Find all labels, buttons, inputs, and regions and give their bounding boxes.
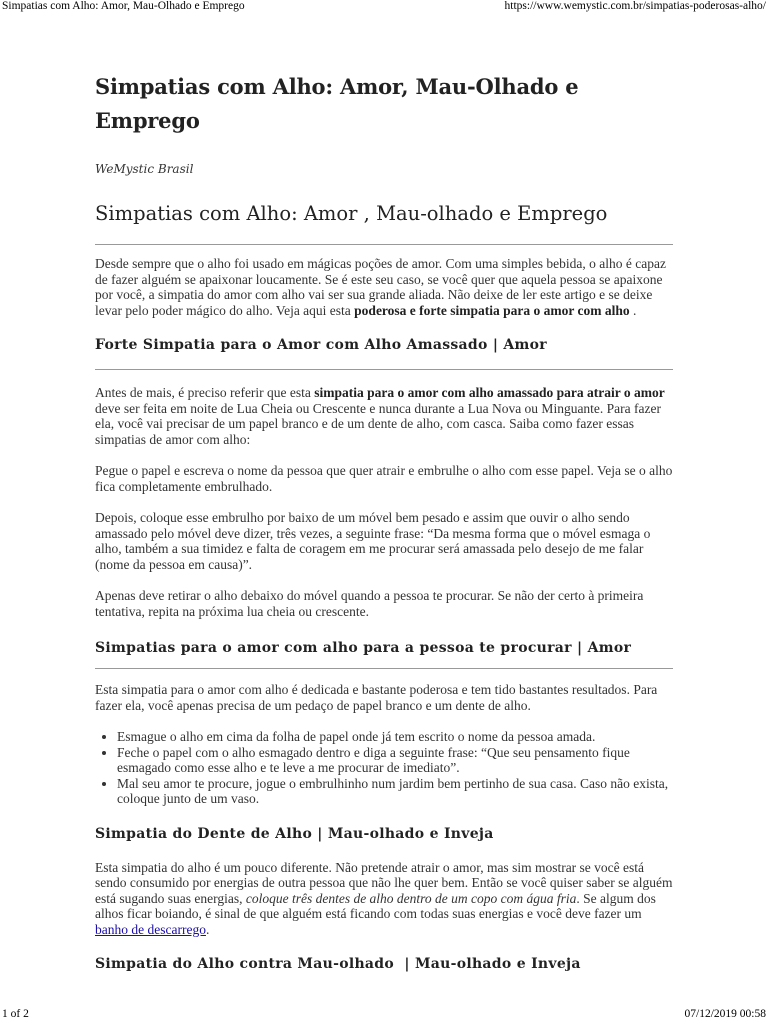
banho-de-descarrego-link[interactable]: banho de descarrego xyxy=(95,921,206,937)
section-heading-dente-de-alho: Simpatia do Dente de Alho | Mau-olhado e Inveja xyxy=(95,825,494,842)
article-title: Simpatias com Alho: Amor, Mau-Olhado e Emprego xyxy=(95,74,579,133)
paragraph-text: . Se algum dos alhos ficar boiando, é sinal de que alguém está ficando com todas suas energias e você deve fazer um xyxy=(95,890,656,921)
print-header-title: Simpatias com Alho: Amor, Mau-Olhado e Emprego xyxy=(2,0,245,12)
paragraph-text: Antes de mais, é preciso referir que esta xyxy=(95,385,315,400)
intro-paragraph xyxy=(95,256,673,318)
paragraph: Apenas deve retirar o alho debaixo do móvel quando a pessoa te procurar. Se não der certo à primeira tentativa, repita na próxima lua cheia ou crescente. xyxy=(95,588,644,619)
paragraph-text: Esta simpatia do alho é um pouco diferente. Não pretende atrair o amor, mas sim mostrar se você está sendo consumido por energias de outra pessoa que não lhe quer bem. Então se você quiser saber se alguém está sugando suas energias, xyxy=(95,859,673,906)
section-heading-contra-mau-olhado: Simpatia do Alho contra Mau-olhado | Mau-olhado e Inveja xyxy=(95,956,581,972)
list-item: • Esmague o alho em cima da folha de papel onde já tem escrito o nome da pessoa amada. xyxy=(117,729,673,745)
print-datetime: 07/12/2019 00:58 xyxy=(684,1008,766,1020)
print-header-url: https://www.wemystic.com.br/simpatias-poderosas-alho/ xyxy=(504,0,766,12)
section-heading-pessoa-procurar: Simpatias para o amor com alho para a pessoa te procurar | Amor xyxy=(95,640,632,656)
divider xyxy=(95,369,673,370)
page-count: 1 of 2 xyxy=(2,1008,29,1020)
intro-bold: poderosa e forte simpatia para o amor com alho xyxy=(354,302,630,318)
paragraph: Esta simpatia para o amor com alho é dedicada e bastante poderosa e tem tido bastantes resultados. Para fazer ela, você apenas precisa de um pedaço de papel branco e um dente de alho. xyxy=(95,682,658,713)
list-item: • Feche o papel com o alho esmagado dentro e diga a seguinte frase: “Que seu pensamento fique esmagado como esse alho e te leve a me procurar de imediato”. xyxy=(117,745,673,776)
paragraph xyxy=(95,860,673,938)
print-footer xyxy=(0,1006,768,1024)
divider xyxy=(95,244,673,245)
divider xyxy=(95,668,673,669)
bullet-list xyxy=(95,729,673,807)
list-item: • Mal seu amor te procure, jogue o embrulhinho num jardim bem pertinho de sua casa. Caso não exista, coloque junto de um vaso. xyxy=(117,776,673,807)
author-byline[interactable]: WeMystic Brasil xyxy=(95,162,194,176)
intro-end: . xyxy=(629,302,637,318)
section-heading-alho-amassado: Forte Simpatia para o Amor com Alho Amassado | Amor xyxy=(95,337,547,353)
paragraph: Pegue o papel e escreva o nome da pessoa que quer atrair e embrulhe o alho com esse papel. Veja se o alho fica completamente embrulhado. xyxy=(95,463,673,494)
print-header xyxy=(0,0,768,14)
paragraph xyxy=(95,385,673,447)
paragraph-italic: coloque três dentes de alho dentro de um copo com água fria xyxy=(245,890,577,906)
article-subtitle: Simpatias com Alho: Amor , Mau-olhado e Emprego xyxy=(95,202,608,225)
paragraph-text: deve ser feita em noite de Lua Cheia ou Crescente e nunca durante a Lua Nova ou Minguante. Para fazer ela, você vai precisar de um papel branco e de um dente de alho, com casca. Saiba como fazer essas simpatias de amor com alho: xyxy=(95,400,662,447)
intro-text: Desde sempre que o alho foi usado em mágicas poções de amor. Com uma simples bebida, o alho é capaz de fazer alguém se apaixonar loucamente. Se é este seu caso, se você quer que aquela pessoa se apaixone por você, a simpatia do amor com alho vai ser sua grande aliada. Não deixe de ler este artigo e se deixe levar pelo poder mágico do alho. Veja aqui esta xyxy=(95,256,666,318)
paragraph-text: . xyxy=(205,921,210,937)
article xyxy=(95,70,673,972)
paragraph-bold: simpatia para o amor com alho amassado para atrair o amor xyxy=(314,385,665,400)
paragraph: Depois, coloque esse embrulho por baixo de um móvel bem pesado e assim que ouvir o alho sendo amassado pelo móvel deve dizer, três vezes, a seguinte frase: “Da mesma forma que o móvel esmaga o alho, também a sua timidez e falta de coragem em me procurar será amassada pelo desejo de me falar (nome da pessoa em causa)”. xyxy=(95,510,651,572)
